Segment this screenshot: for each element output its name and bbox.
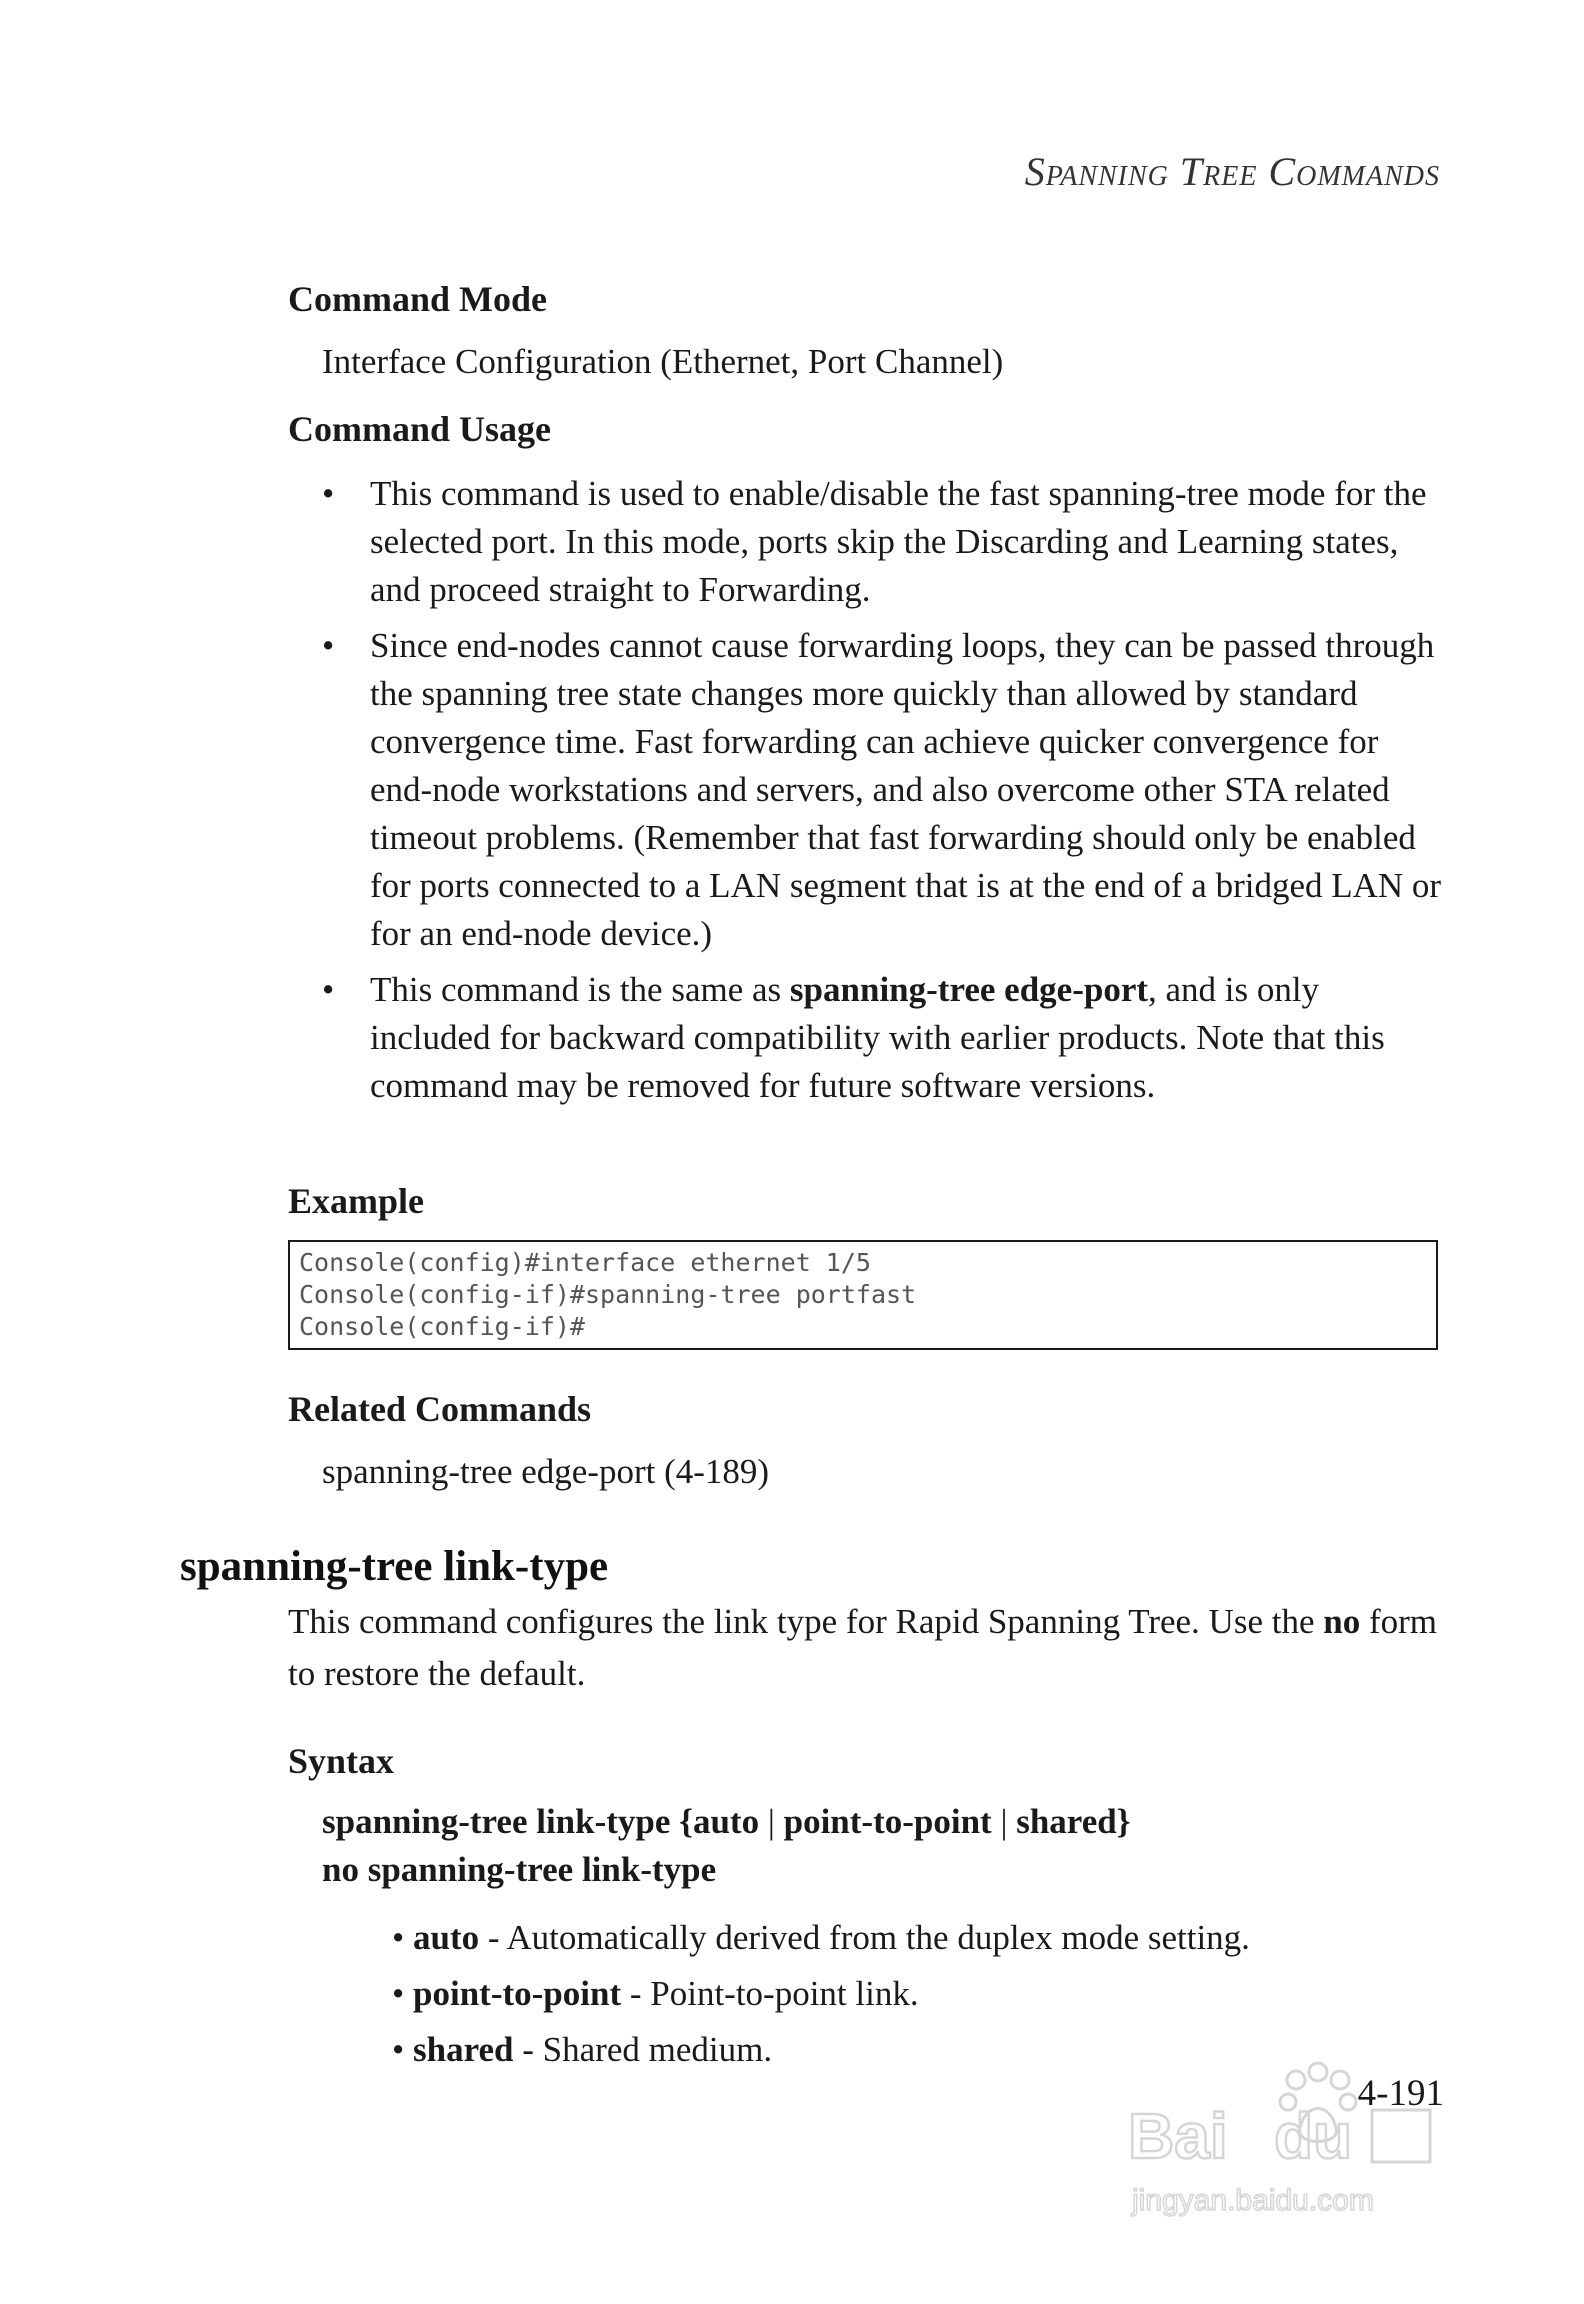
syntax-option-p2p: point-to-point: [783, 1802, 992, 1841]
bullet-icon: •: [322, 626, 335, 665]
code-line-3: Console(config-if)#: [299, 1312, 585, 1341]
usage-item-3-suffix: , and is only included for backward compatibility with earlier products. Note that this command may be removed for future software versions.: [370, 970, 1385, 1105]
intro-text-2: form to restore the default.: [288, 1602, 1438, 1693]
example-code-block: [288, 1240, 1438, 1350]
related-commands-heading: Related Commands: [288, 1389, 591, 1429]
command-usage-heading: Command Usage: [288, 409, 552, 449]
option-desc: - Automatically derived from the duplex mode setting.: [479, 1918, 1250, 1957]
syntax-line-2: no spanning-tree link-type: [322, 1850, 717, 1889]
section-title: spanning-tree link-type: [180, 1543, 609, 1590]
code-line-1: Console(config)#interface ethernet 1/5: [299, 1248, 871, 1277]
intro-text-1: This command configures the link type for Rapid Spanning Tree. Use the: [288, 1602, 1324, 1641]
running-header: Spanning Tree Commands: [1024, 149, 1440, 194]
command-mode-text: Interface Configuration (Ethernet, Port Channel): [322, 342, 1004, 381]
option-name: shared: [413, 2030, 514, 2069]
bullet-icon: •: [392, 2030, 405, 2069]
svg-text:du: du: [1274, 2100, 1353, 2172]
option-desc: - Point-to-point link.: [621, 1974, 919, 2013]
page-number: 4-191: [1357, 2073, 1444, 2114]
related-commands-link: spanning-tree edge-port (4-189): [322, 1452, 770, 1491]
svg-text:Bai: Bai: [1128, 2100, 1228, 2172]
syntax-separator: |: [767, 1802, 775, 1841]
command-usage-list: [322, 470, 1442, 1118]
bullet-icon: •: [392, 1918, 405, 1957]
syntax-block: [322, 1798, 1131, 1894]
list-item: [322, 470, 1442, 614]
list-item: [322, 622, 1442, 958]
syntax-line-1: [322, 1798, 1131, 1846]
syntax-command: spanning-tree link-type {auto: [322, 1802, 760, 1841]
usage-item-3-command: spanning-tree edge-port: [789, 970, 1149, 1009]
list-item: [392, 1914, 1250, 1962]
code-line-2: Console(config-if)#spanning-tree portfast: [299, 1280, 917, 1309]
option-name: auto: [413, 1918, 480, 1957]
syntax-separator: |: [1000, 1802, 1008, 1841]
syntax-heading: Syntax: [288, 1741, 395, 1781]
example-heading: Example: [288, 1181, 425, 1221]
intro-no-keyword: no: [1323, 1602, 1361, 1641]
option-desc: - Shared medium.: [513, 2030, 773, 2069]
baidu-watermark-icon: [1118, 2050, 1478, 2230]
command-mode-heading: Command Mode: [288, 279, 547, 319]
syntax-option-shared: shared}: [1016, 1802, 1131, 1841]
list-item: [322, 966, 1442, 1110]
usage-item-1: This command is used to enable/disable the fast spanning-tree mode for the selected port. In this mode, ports skip the Discarding and Learning states, and proceed straight to Forwarding.: [370, 474, 1427, 609]
usage-item-3-prefix: This command is the same as: [370, 970, 790, 1009]
bullet-icon: •: [322, 474, 335, 513]
usage-item-2: Since end-nodes cannot cause forwarding loops, they can be passed through the spanning tree state changes more quickly than allowed by standard convergence time. Fast forwarding can achieve quicker convergence for end-node workstations and servers, and also overcome other STA related timeout problems. (Remember that fast forwarding should only be enabled for ports connected to a LAN segment that is at the end of a bridged LAN or for an end-node device.): [370, 626, 1442, 953]
option-name: point-to-point: [413, 1974, 622, 2013]
svg-text:jingyan.baidu.com: jingyan.baidu.com: [1132, 2184, 1374, 2217]
section-intro: [288, 1596, 1448, 1700]
list-item: [392, 1970, 1250, 2018]
bullet-icon: •: [322, 970, 335, 1009]
bullet-icon: •: [392, 1974, 405, 2013]
